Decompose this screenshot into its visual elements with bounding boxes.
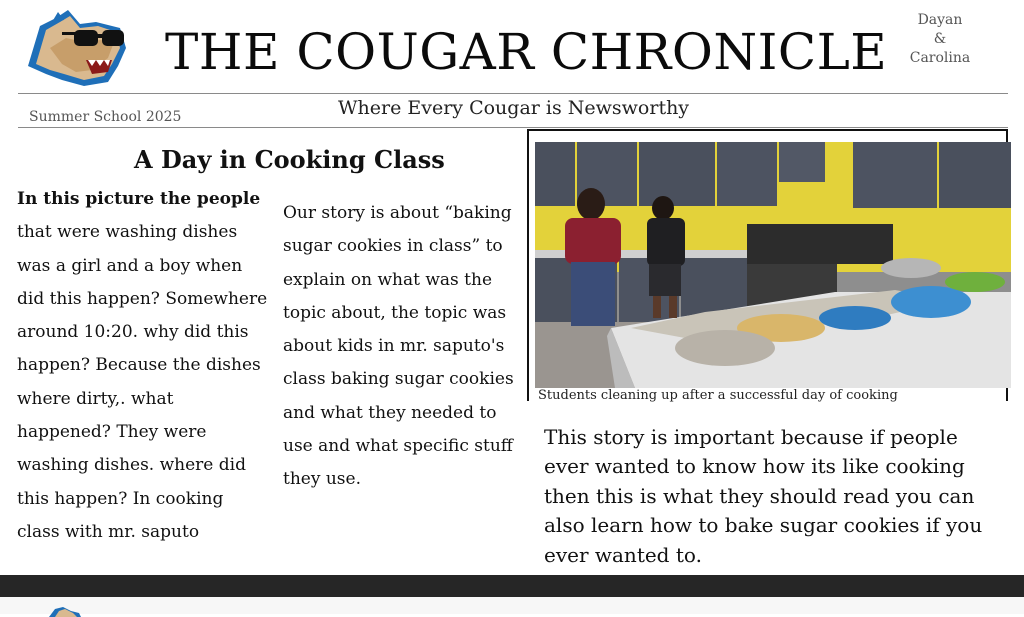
author-name: Carolina [909,50,971,66]
page-separator-bar [0,575,1024,597]
story-column-1 [17,183,269,549]
story-importance: This story is important because if people ever wanted to know how its like cooking then this is what they should read you can also learn how to bake sugar cookies if you ever wanted to. [544,425,983,567]
column-1-body: that were washing dishes was a girl and a boy when did this happen? Somewhere around 10:20. why did this happen? Because the dishes where dirty,. what happened? They were washing dishes. where did this happen? In cooking class with mr. saputo [17,222,268,542]
cougar-logo-icon [22,8,134,88]
author-names [900,11,980,68]
masthead-divider-bottom [18,127,1008,128]
tagline: Where Every Cougar is Newsworthy [338,97,690,119]
cougar-logo-icon [45,607,85,617]
next-page-preview [0,597,1024,614]
session-label: Summer School 2025 [29,109,182,125]
newspaper-title: THE COUGAR CHRONICLE [165,23,888,81]
column-1-lead: In this picture the people [17,189,261,209]
author-separator: & [933,31,947,47]
kitchen-photo-icon [535,142,1011,388]
story-column-2: Our story is about “baking sugar cookies in class” to explain on what was the topic about, the topic was about kids in mr. saputo's class baking sugar cookies and what they needed to use and what specific stuff they use. [283,203,514,490]
story-headline: A Day in Cooking Class [134,145,445,174]
masthead-divider-top [18,93,1008,94]
author-name: Dayan [917,12,963,28]
photo-caption: Students cleaning up after a successful day of cooking [538,388,898,403]
